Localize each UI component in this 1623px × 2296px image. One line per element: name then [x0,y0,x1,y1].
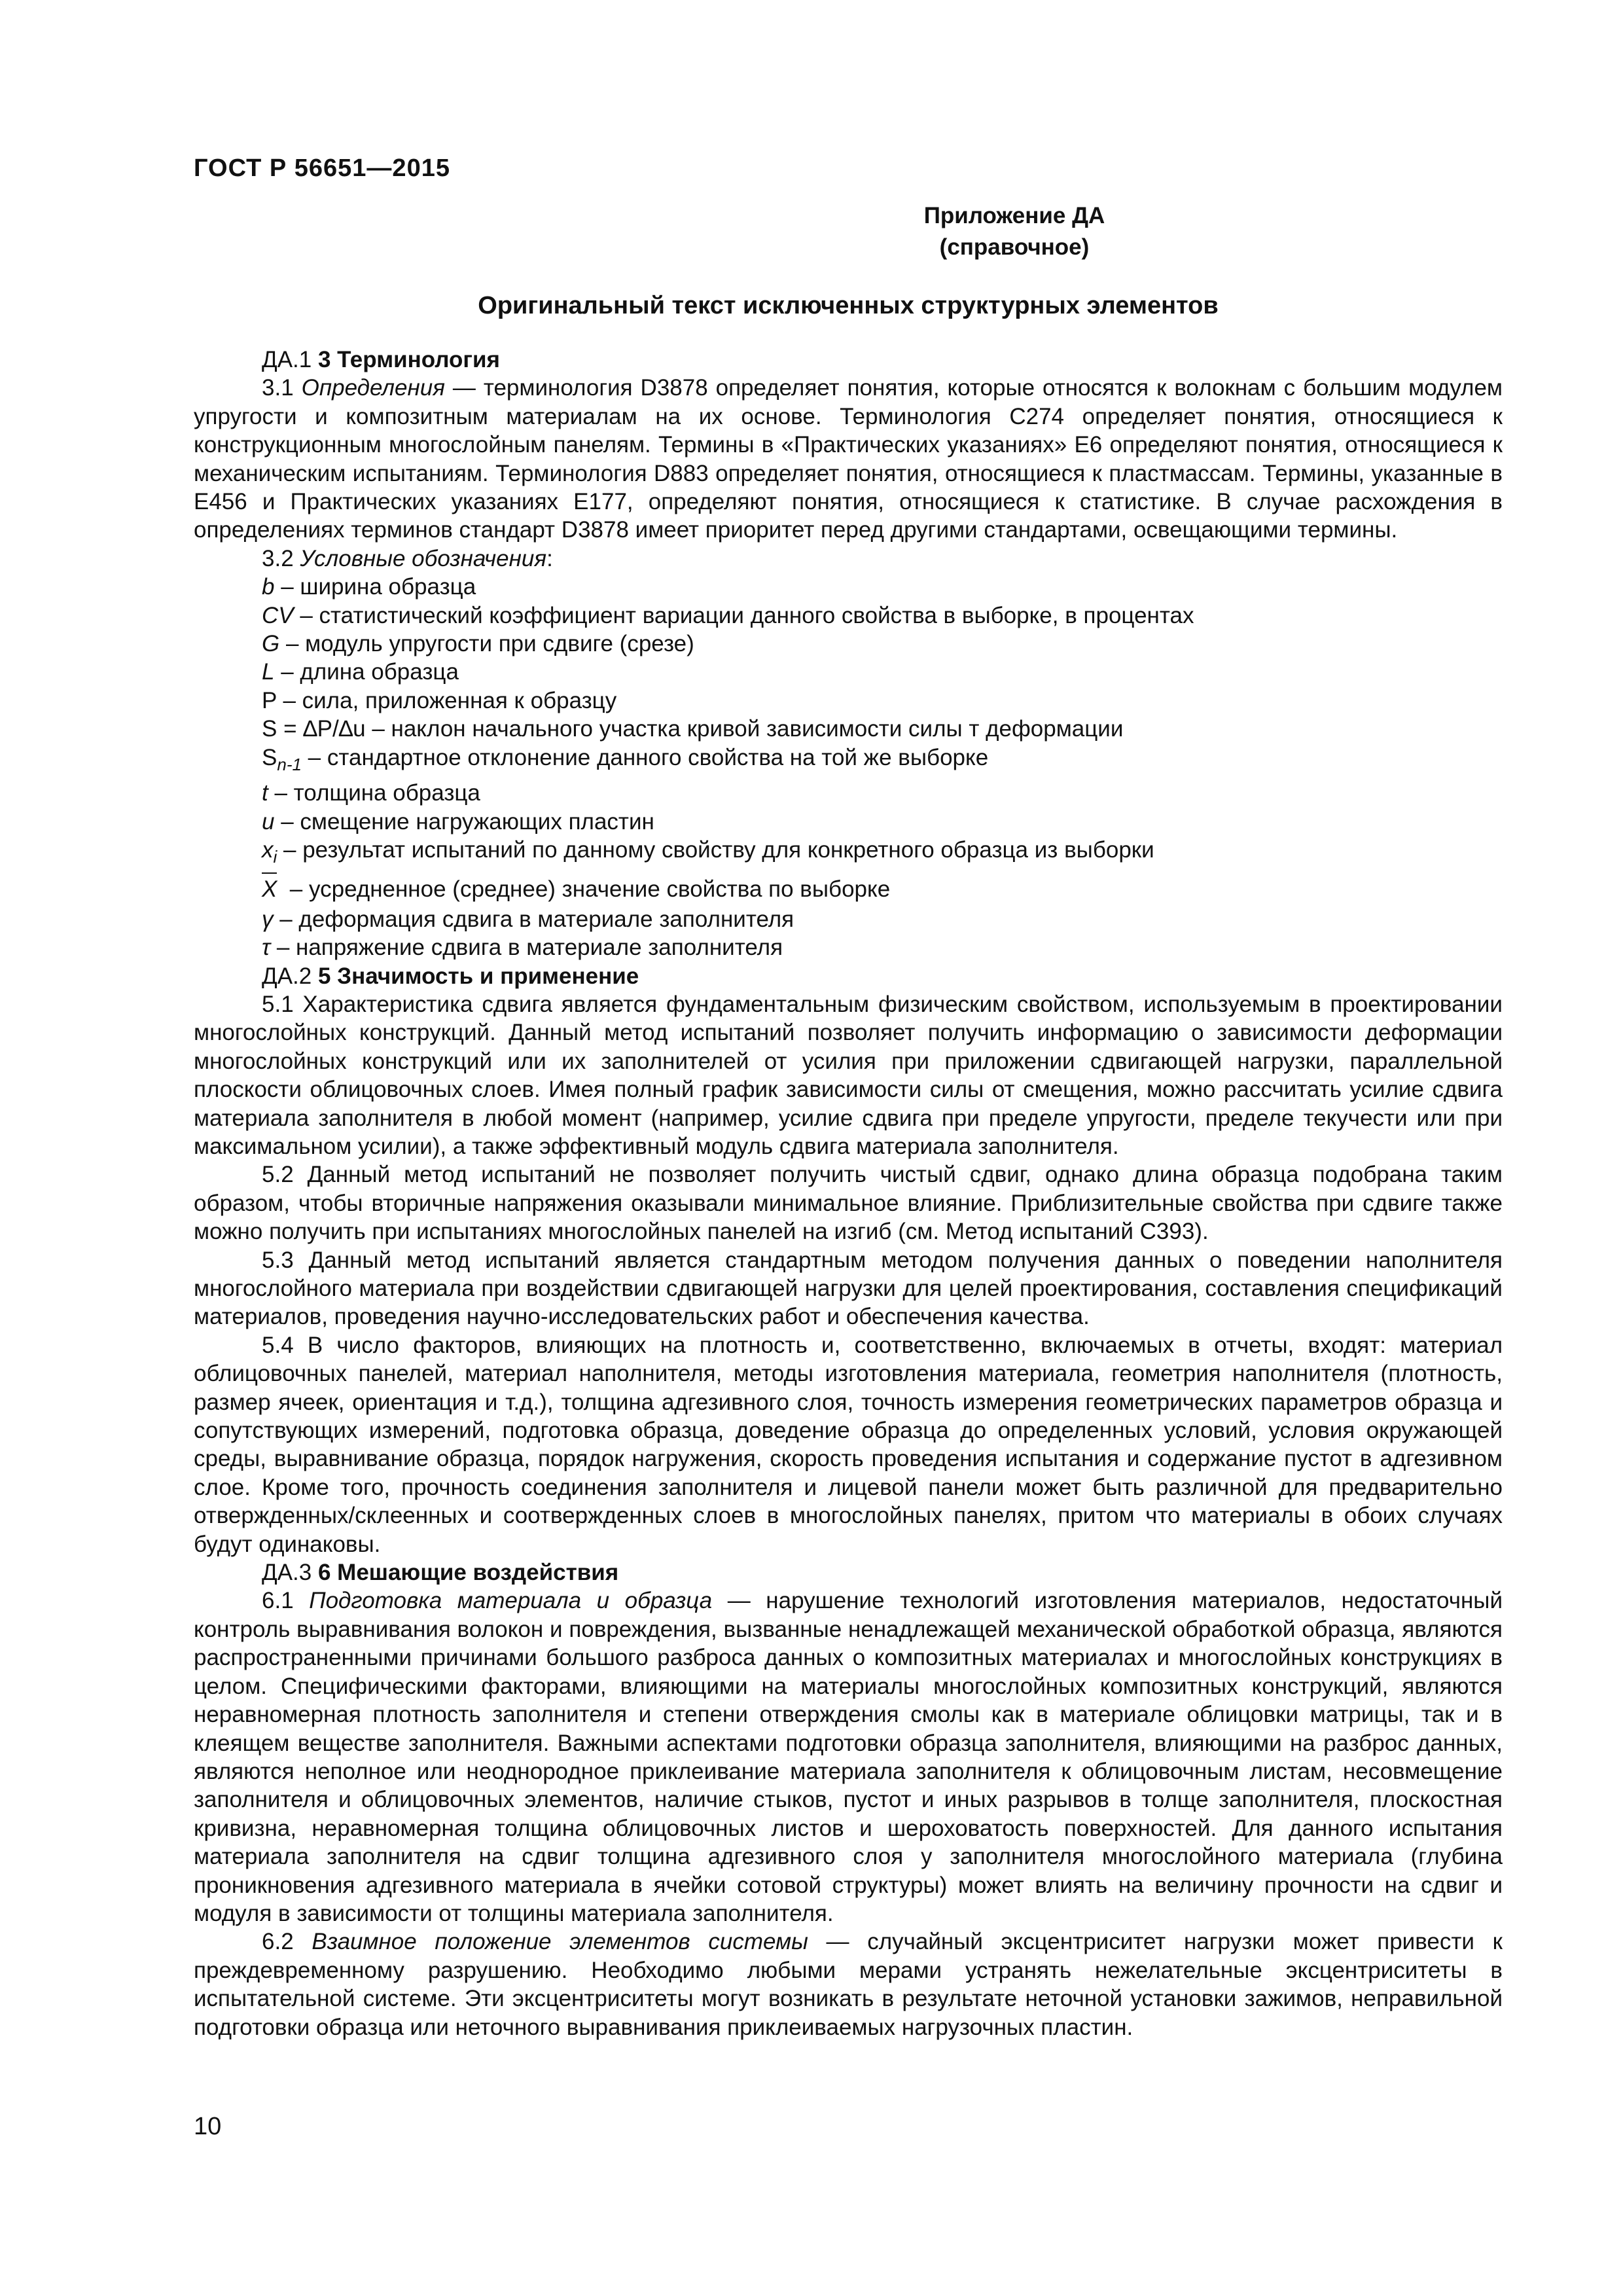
section-heading: 3 Терминология [317,347,500,372]
clause-colon: : [546,545,553,571]
clause-term: Определения [301,375,445,401]
symbol: b [262,574,275,600]
symbol-description: – сила, приложенная к образцу [276,687,617,713]
section-number: ДА.1 [262,347,312,372]
annex-type: (справочное) [939,234,1090,260]
clause-text: — случайный эксцентриситет нагрузки может привести к преждевременному разрушению. Необходимо любыми мерами устранять нежелательные эксцентриситеты в испытательной системе. Эти эксцентриситеты могут возникать в результате неточной установки зажимов, неправильной подготовки образца или неточного выравнивания приклеиваемых нагрузочных пластин. [194,1929,1503,2040]
section-title: Оригинальный текст исключенных структурных элементов [478,292,1219,319]
symbol: CV [262,602,294,628]
symbol-row [194,836,1503,871]
document-code: ГОСТ Р 56651—2015 [194,154,450,182]
section-da1-heading [194,346,1503,374]
clause-number: 3.1 [262,375,294,401]
symbol: u [262,808,275,834]
annex-title: Приложение ДА [923,203,1105,228]
symbol: S = ∆P/∆u [262,716,366,742]
clause-term: Взаимное положение элементов системы [312,1929,808,1955]
symbol-row [194,905,1503,933]
symbol-row [194,779,1503,807]
clause-term: Условные обозначения [300,545,547,571]
clause-term: Подготовка материала и образца [309,1588,713,1614]
symbol-description: – статистический коэффициент вариации данного свойства в выборке, в процентах [293,602,1194,628]
symbol-description: – результат испытаний по данному свойству для конкретного образца из выборки [277,836,1154,863]
document-body [194,346,1503,2041]
section-number: ДА.2 [262,963,312,989]
paragraph-3-1 [194,374,1503,544]
symbol-description: – усредненное (среднее) значение свойства по выборке [277,876,891,903]
symbol: γ [262,906,274,932]
section-number: ДА.3 [262,1560,312,1586]
paragraph-5-4: 5.4 В число факторов, влияющих на плотность и, соответственно, включаемых в отчеты, входят: материал облицовочных панелей, материал наполнителя, методы изготовления материала, геометрия наполнителя (плотность, размер ячеек, ориентация и т.д.), толщина адгезивного слоя, точность измерения геометрических параметров образца и сопутствующих измерений, подготовка образца, доведение образца до определенных условий, условия окружающей среды, выравнивание образца, порядок нагружения, скорость проведения испытания и содержание пустот в адгезивном слое. Кроме того, прочность соединения заполнителя и лицевой панели может быть различной для предварительно отвержденных/склеенных и соотвержденных слоев в многослойных панелях, притом что материалы в обоих случаях будут одинаковы. [194,1332,1503,1557]
symbol-description: – напряжение сдвига в материале заполнителя [270,935,783,961]
symbol-x-bar: X [262,875,277,903]
symbol: S [262,744,277,770]
page-number: 10 [194,2113,222,2140]
symbol-description: – ширина образца [274,574,476,600]
symbol-subscript: i [273,846,277,867]
clause-number: 3.2 [262,545,294,571]
clause-text: — нарушение технологий изготовления материалов, недостаточный контроль выравнивания волокон и повреждения, вызванные ненадлежащей механической обработкой образца, являются распространенными причинами большого разброса данных о композитных материалах и многослойных конструкциях в целом. Специфическими факторами, влияющими на материалы многослойных композитных конструкций, являются неравномерная плотность заполнителя и степени отверждения смолы как в материале облицовки матрицы, так и в клеящем веществе заполнителя. Важными аспектами подготовки образца заполнителя, влияющими на разброс данных, являются неполное или неоднородное приклеивание материала заполнителя к облицовочным листам, несовмещение заполнителя и облицовочных элементов, наличие стыков, пустот и иных разрывов в толще заполнителя, плоскостная кривизна, неравномерная толщина облицовочных листов и шероховатость поверхностей. Для данного испытания материала заполнителя на сдвиг толщина адгезивного слоя у заполнителя многослойного материала (глубина проникновения адгезивного материала в ячейки сотовой структуры) может влиять на величину прочности на сдвиг и модуля в зависимости от толщины материала заполнителя. [194,1588,1503,1926]
symbol-row [194,715,1503,743]
paragraph-6-2 [194,1928,1503,2041]
paragraph-6-1 [194,1587,1503,1928]
paragraph-5-2: 5.2 Данный метод испытаний не позволяет получить чистый сдвиг, однако длина образца подобрана таким образом, чтобы вторичные напряжения оказывали минимальное влияние. Приблизительные свойства при сдвиге также можно получить при испытаниях многослойных панелей на изгиб (см. Метод испытаний C393). [194,1162,1503,1245]
clause-number: 6.1 [262,1588,294,1614]
section-heading: 5 Значимость и применение [317,963,639,989]
paragraph-5-1: 5.1 Характеристика сдвига является фундаментальным физическим свойством, используемым в проектировании многослойных конструкций. Данный метод испытаний позволяет получить информацию о зависимости деформации многослойных конструкций или их заполнителей от усилия при приложении сдвигающей нагрузки, параллельной плоскости облицовочных слоев. Имея полный график зависимости силы от смещения, можно рассчитать усилие сдвига материала заполнителя в любой момент (например, усилие сдвига при пределе упругости, пределе текучести или при максимальном усилии), а также эффективный модуль сдвига материала заполнителя. [194,991,1503,1159]
symbol: τ [262,935,271,961]
annex-heading [0,200,1623,263]
symbol-description: – смещение нагружающих пластин [274,808,654,834]
symbol-description: – модуль упругости при сдвиге (срезе) [279,631,694,657]
symbol: t [262,780,268,806]
symbol-description: – деформация сдвига в материале заполнителя [273,906,794,932]
section-da2-heading [194,962,1503,990]
symbol-description: – стандартное отклонение данного свойства на той же выборке [301,744,989,770]
symbol-subscript: n-1 [277,754,302,774]
section-heading: 6 Мешающие воздействия [317,1560,619,1586]
section-da3-heading [194,1558,1503,1587]
symbol-row [194,808,1503,836]
symbol: L [262,659,275,685]
symbol-row [194,875,1503,903]
symbol-row [194,658,1503,686]
symbol-row [194,573,1503,601]
symbol-description: – наклон начального участка кривой зависимости силы т деформации [365,716,1124,742]
symbol: P [262,687,277,713]
symbol-row [194,933,1503,961]
paragraph-3-2 [194,545,1503,573]
clause-text: — терминология D3878 определяет понятия, которые относятся к волокнам с большим модулем упругости и композитным материалам на их основе. Терминология C274 определяет понятия, относящиеся к конструкционным многослойным панелям. Термины в «Практических указаниях» E6 определяют понятия, относящиеся к механическим испытаниям. Терминология D883 определяет понятия, относящиеся к пластмассам. Термины, указанные в E456 и Практических указаниях E177, определяют понятия, относящиеся к статистике. В случае расхождения в определениях терминов стандарт D3878 имеет приоритет перед другими стандартами, освещающими термины. [194,375,1503,543]
symbol-row [194,687,1503,715]
symbol: x [262,836,274,863]
symbol-description: – толщина образца [268,780,480,806]
clause-number: 6.2 [262,1929,294,1955]
symbol-description: – длина образца [274,659,459,685]
symbol: G [262,631,280,657]
symbol-row [194,601,1503,630]
paragraph-5-3: 5.3 Данный метод испытаний является стандартным методом получения данных о поведении наполнителя многослойного материала при воздействии сдвигающей нагрузки для целей проектирования, составления спецификаций материалов, проведения научно-исследовательских работ и обеспечения качества. [194,1247,1503,1330]
symbol-row [194,630,1503,658]
symbol-row [194,744,1503,779]
